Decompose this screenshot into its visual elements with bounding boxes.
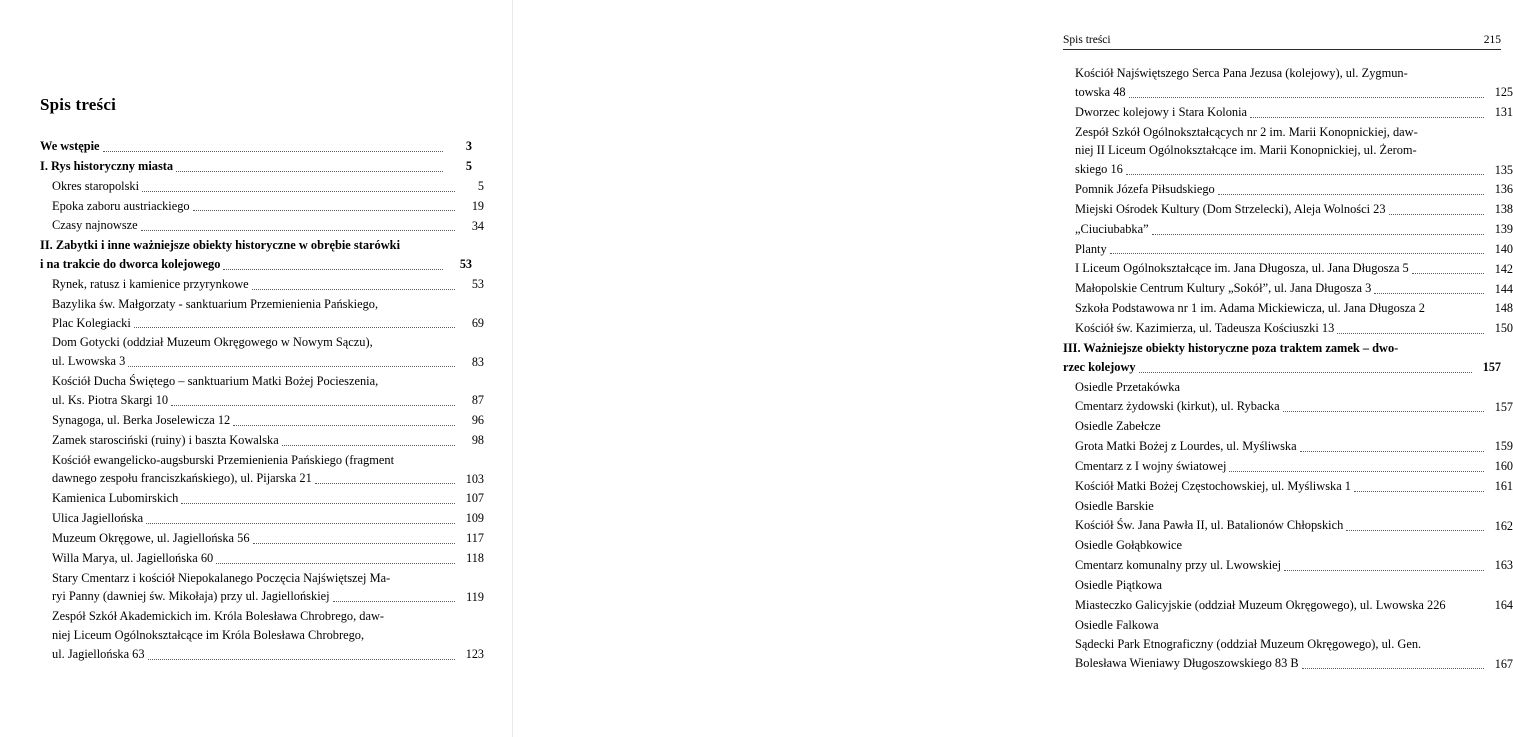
toc-entry-page: 5 (477, 178, 484, 193)
toc-leader-dots (1139, 371, 1472, 373)
toc-entry-label: towska 48 (1075, 84, 1126, 99)
toc-leader-dots (134, 326, 455, 328)
toc-entry-line: Stary Cmentarz i kościół Niepokalanego Poczęcia Najświętszej Ma- (52, 570, 391, 585)
toc-entry-label: Cmentarz z I wojny światowej (1075, 458, 1227, 473)
toc-entry-page: 159 (1494, 439, 1513, 454)
toc-entry[interactable] (52, 275, 484, 294)
toc-entry-label: Kościół Matki Bożej Częstochowskiej, ul. Myśliwska 1 (1075, 478, 1352, 493)
toc-entry-label: Osiedle Barskie (1075, 498, 1154, 513)
toc-entry-line: niej II Liceum Ogólnokształcące im. Marii Konopnickiej, ul. Żerom- (1075, 143, 1417, 158)
toc-entry[interactable] (52, 372, 484, 410)
toc-entry-label: ryi Panny (dawniej św. Mikołaja) przy ul. Jagiellońskiej (52, 589, 330, 604)
toc-entry[interactable] (1075, 457, 1513, 476)
toc-entry[interactable] (1075, 417, 1513, 436)
running-head-title: Spis treści (1063, 34, 1111, 46)
toc-entry-label: Miasteczko Galicyjskie (oddział Muzeum Okręgowego), ul. Lwowska 226 (1075, 597, 1446, 612)
toc-entry-page: 5 (465, 159, 472, 174)
toc-entry[interactable] (52, 431, 484, 450)
toc-entry-label: „Ciuciubabka” (1075, 221, 1149, 236)
toc-entry-label: rzec kolejowy (1063, 359, 1136, 374)
toc-entry-line: Kościół Najświętszego Serca Pana Jezusa (kolejowy), ul. Zygmun- (1075, 66, 1408, 80)
toc-leader-dots (181, 502, 455, 504)
toc-entry-label: ul. Ks. Piotra Skargi 10 (52, 392, 169, 407)
toc-leader-dots (1389, 213, 1484, 215)
toc-entry-label: Pomnik Józefa Piłsudskiego (1075, 182, 1215, 197)
toc-entry-label: Bolesława Wieniawy Długoszowskiego 83 B (1075, 656, 1299, 671)
toc-leader-dots (1449, 610, 1484, 611)
toc-entry[interactable] (52, 411, 484, 430)
toc-entry[interactable] (1075, 576, 1513, 595)
toc-entry-label: ul. Lwowska 3 (52, 354, 126, 369)
toc-entry-page: 123 (465, 647, 484, 662)
toc-entry-label: Osiedle Przetakówka (1075, 379, 1180, 394)
toc-leader-dots (176, 170, 443, 172)
toc-entry-page: 139 (1494, 222, 1513, 237)
toc-entry-page: 167 (1494, 656, 1513, 671)
toc-entry[interactable] (52, 549, 484, 568)
toc-leader-dots (1164, 431, 1484, 432)
toc-entry-label: Rynek, ratusz i kamienice przyrynkowe (52, 276, 249, 291)
toc-entry-label: Ulica Jagiellońska (52, 511, 144, 526)
toc-entry[interactable] (1075, 200, 1513, 219)
left-page (0, 0, 512, 737)
toc-leader-dots (253, 542, 455, 544)
toc-leader-dots (1110, 252, 1484, 254)
toc-leader-dots (1300, 450, 1484, 452)
toc-leader-dots (1412, 272, 1484, 274)
toc-entry-label: Kościół Św. Jana Pawła II, ul. Batalionów Chłopskich (1075, 518, 1344, 533)
toc-entry[interactable] (1075, 103, 1513, 122)
toc-list-left (40, 137, 484, 664)
toc-leader-dots (1157, 510, 1484, 511)
toc-entry-page: 53 (459, 257, 472, 272)
toc-leader-dots (315, 482, 455, 484)
toc-entry-line: Bazylika św. Małgorzaty - sanktuarium Przemienienia Pańskiego, (52, 296, 379, 311)
toc-entry-label: I. Rys historyczny miasta (40, 158, 174, 173)
toc-entry[interactable] (40, 236, 472, 274)
toc-entry[interactable] (1075, 378, 1513, 397)
toc-entry-label: Osiedle Zabełcze (1075, 419, 1161, 434)
toc-entry-page: 19 (471, 198, 484, 213)
toc-entry[interactable] (1075, 556, 1513, 575)
toc-leader-dots (252, 288, 455, 290)
toc-entry-page: 83 (471, 354, 484, 369)
toc-leader-dots (216, 562, 455, 564)
toc-entry-page: 136 (1494, 182, 1513, 197)
toc-leader-dots (1218, 193, 1484, 195)
toc-entry-page: 109 (465, 511, 484, 526)
toc-leader-dots (1284, 569, 1484, 571)
toc-entry-label: Synagoga, ul. Berka Joselewicza 12 (52, 412, 231, 427)
toc-entry[interactable] (52, 489, 484, 508)
toc-leader-dots (333, 600, 455, 602)
toc-entry-label: Grota Matki Bożej z Lourdes, ul. Myśliwska (1075, 439, 1297, 454)
toc-entry-label: skiego 16 (1075, 162, 1123, 177)
page-number: 215 (1483, 34, 1501, 46)
toc-entry[interactable] (1075, 220, 1513, 239)
toc-entry-page: 34 (471, 218, 484, 233)
toc-entry[interactable] (52, 333, 484, 371)
toc-entry-page: 103 (465, 471, 484, 486)
toc-entry-page: 140 (1494, 241, 1513, 256)
toc-entry-page: 53 (471, 277, 484, 292)
toc-entry-label: Cmentarz komunalny przy ul. Lwowskiej (1075, 558, 1282, 573)
toc-entry-line: Zespół Szkół Akademickich im. Króla Bolesława Chrobrego, daw- (52, 609, 385, 624)
toc-leader-dots (1346, 529, 1484, 531)
toc-entry[interactable] (1075, 616, 1513, 635)
toc-entry[interactable] (1075, 180, 1513, 199)
toc-entry-page: 69 (471, 315, 484, 330)
toc-entry-page: 148 (1494, 301, 1513, 316)
toc-entry[interactable] (1075, 299, 1513, 318)
toc-entry-label: ul. Jagiellońska 63 (52, 646, 145, 661)
toc-leader-dots (1165, 590, 1484, 591)
toc-entry-label: Planty (1075, 241, 1107, 256)
toc-entry[interactable] (1075, 497, 1513, 516)
toc-entry[interactable] (1075, 437, 1513, 456)
toc-entry-label: Plac Kolegiacki (52, 315, 131, 330)
toc-entry[interactable] (1075, 397, 1513, 416)
toc-entry-label: Dworzec kolejowy i Stara Kolonia (1075, 104, 1248, 119)
toc-entry[interactable] (52, 216, 484, 235)
toc-leader-dots (1162, 629, 1484, 630)
toc-entry-page: 160 (1494, 459, 1513, 474)
page-title: Spis treści (40, 95, 117, 114)
toc-entry-label: Kościół św. Kazimierza, ul. Tadeusza Kościuszki 13 (1075, 320, 1335, 335)
toc-entry-page: 150 (1494, 321, 1513, 336)
toc-leader-dots (171, 404, 455, 406)
toc-entry[interactable] (1075, 516, 1513, 535)
toc-leader-dots (1129, 96, 1484, 98)
toc-entry-line: Kościół ewangelicko-augsburski Przemienienia Pańskiego (fragment (52, 452, 395, 467)
toc-leader-dots (1185, 550, 1484, 551)
toc-leader-dots (223, 268, 443, 270)
toc-entry-page: 135 (1494, 162, 1513, 177)
toc-entry-line: Dom Gotycki (oddział Muzeum Okręgowego w Nowym Sączu), (52, 335, 373, 350)
toc-entry-page: 3 (465, 139, 472, 154)
toc-entry-label: Kamienica Lubomirskich (52, 491, 179, 506)
toc-entry[interactable] (1075, 596, 1513, 615)
toc-entry[interactable] (52, 569, 484, 607)
toc-entry-page: 125 (1494, 85, 1513, 100)
toc-entry-page: 96 (471, 413, 484, 428)
right-page (512, 0, 1513, 737)
toc-leader-dots (128, 365, 455, 367)
toc-entry-page: 142 (1494, 261, 1513, 276)
toc-entry[interactable] (52, 295, 484, 333)
toc-entry-page: 117 (466, 531, 484, 546)
toc-entry-page: 131 (1494, 104, 1513, 119)
toc-entry-page: 107 (465, 491, 484, 506)
toc-leader-dots (1302, 667, 1484, 669)
running-head (1063, 34, 1501, 50)
toc-leader-dots (1152, 233, 1484, 235)
toc-entry-page: 157 (1494, 399, 1513, 414)
toc-entry-label: Okres staropolski (52, 178, 140, 193)
toc-entry-label: Zamek starosciński (ruiny) i baszta Kowalska (52, 432, 279, 447)
toc-leader-dots (1283, 410, 1484, 412)
toc-entry-label: I Liceum Ogólnokształcące im. Jana Długosza, ul. Jana Długosza 5 (1075, 261, 1409, 276)
toc-entry[interactable] (40, 137, 472, 156)
toc-entry[interactable] (1075, 536, 1513, 555)
toc-entry-page: 138 (1494, 202, 1513, 217)
toc-entry-label: Muzeum Okręgowe, ul. Jagiellońska 56 (52, 530, 250, 545)
toc-entry-page: 157 (1482, 359, 1501, 374)
toc-entry-page: 87 (471, 393, 484, 408)
toc-entry[interactable] (1075, 279, 1513, 298)
toc-leader-dots (233, 424, 455, 426)
toc-entry-label: i na trakcie do dworca kolejowego (40, 257, 221, 272)
toc-entry[interactable] (1075, 477, 1513, 496)
toc-leader-dots (1229, 470, 1484, 472)
toc-leader-dots (1374, 292, 1484, 294)
toc-entry-label: Willa Marya, ul. Jagiellońska 60 (52, 550, 214, 565)
toc-entry[interactable] (1075, 259, 1513, 278)
toc-leader-dots (193, 209, 455, 211)
toc-leader-dots (282, 444, 455, 446)
toc-entry-page: 164 (1494, 598, 1513, 613)
toc-entry-page: 162 (1494, 518, 1513, 533)
toc-list-right (1063, 64, 1513, 673)
toc-leader-dots (146, 522, 455, 524)
toc-entry[interactable] (1075, 64, 1513, 102)
toc-entry-line: niej Liceum Ogólnokształcące im Króla Bolesława Chrobrego, (52, 628, 365, 643)
toc-entry-label: Szkoła Podstawowa nr 1 im. Adama Mickiewicza, ul. Jana Długosza 2 (1075, 301, 1425, 316)
toc-entry[interactable] (52, 451, 484, 489)
toc-entry-page: 98 (471, 432, 484, 447)
toc-entry-label: Małopolskie Centrum Kultury „Sokół”, ul. Jana Długosza 3 (1075, 281, 1372, 296)
toc-entry[interactable] (40, 157, 472, 176)
toc-entry-line: II. Zabytki i inne ważniejsze obiekty historyczne w obrębie starówki (40, 238, 401, 253)
toc-leader-dots (1183, 391, 1484, 392)
toc-leader-dots (1354, 490, 1484, 492)
toc-entry-label: Miejski Ośrodek Kultury (Dom Strzelecki), Aleja Wolności 23 (1075, 201, 1386, 216)
toc-entry-page: 163 (1494, 558, 1513, 573)
toc-entry-page: 118 (466, 551, 484, 566)
toc-entry[interactable] (1075, 240, 1513, 259)
toc-entry[interactable] (52, 529, 484, 548)
toc-entry-label: We wstępie (40, 139, 100, 153)
toc-entry-line: Kościół Ducha Świętego – sanktuarium Matki Bożej Pocieszenia, (52, 374, 379, 389)
toc-entry[interactable] (1063, 339, 1501, 377)
toc-leader-dots (1428, 313, 1484, 314)
toc-entry-label: dawnego zespołu franciszkańskiego), ul. Pijarska 21 (52, 471, 312, 486)
toc-entry[interactable] (52, 509, 484, 528)
toc-leader-dots (1250, 116, 1484, 118)
toc-entry-label: Czasy najnowsze (52, 218, 138, 233)
toc-leader-dots (103, 150, 443, 152)
toc-entry[interactable] (1075, 319, 1513, 338)
toc-entry-line: Sądecki Park Etnograficzny (oddział Muzeum Okręgowego), ul. Gen. (1075, 637, 1422, 652)
toc-entry[interactable] (1075, 123, 1513, 180)
toc-entry-page: 144 (1494, 281, 1513, 296)
toc-leader-dots (1126, 173, 1484, 175)
toc-leader-dots (1337, 332, 1484, 334)
toc-entry-label: Epoka zaboru austriackiego (52, 198, 190, 213)
toc-leader-dots (141, 229, 455, 231)
toc-entry-page: 161 (1494, 479, 1513, 494)
toc-leader-dots (148, 658, 455, 660)
toc-entry-line: III. Ważniejsze obiekty historyczne poza traktem zamek – dwo- (1063, 340, 1399, 355)
toc-entry[interactable] (1075, 635, 1513, 673)
toc-entry[interactable] (52, 607, 484, 664)
toc-entry-line: Zespół Szkół Ogólnokształcących nr 2 im. Marii Konopnickiej, daw- (1075, 124, 1418, 139)
toc-entry-label: Osiedle Piątkowa (1075, 577, 1163, 592)
toc-entry-label: Cmentarz żydowski (kirkut), ul. Rybacka (1075, 399, 1280, 414)
toc-entry[interactable] (52, 197, 484, 216)
toc-entry-page: 119 (466, 589, 484, 604)
toc-entry[interactable] (52, 177, 484, 196)
toc-entry-label: Osiedle Gołąbkowice (1075, 538, 1183, 553)
toc-entry-label: Osiedle Falkowa (1075, 617, 1159, 632)
toc-leader-dots (142, 190, 455, 192)
